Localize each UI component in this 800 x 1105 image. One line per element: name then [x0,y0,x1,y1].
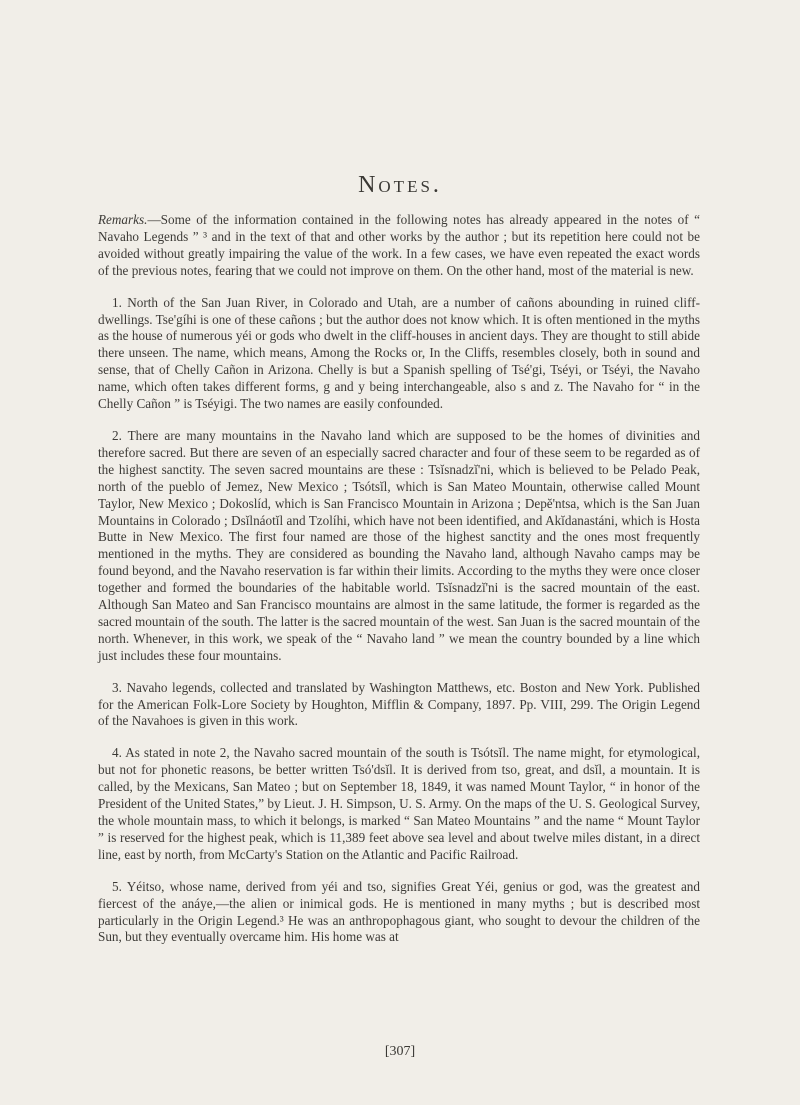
remarks-paragraph [98,212,700,280]
note-number: 4. [112,745,122,761]
note-number: 2. [112,427,122,443]
note-2 [98,428,700,665]
remarks-label: Remarks. [98,212,148,227]
note-text: There are many mountains in the Navaho land which are supposed to be the homes of divinities and therefore sacred. But there are seven of an especially sacred character and four of these seem to be regarded as of the highest sanctity. The seven sacred mountains are these : Tsĭsnadzĭ'ni, which is believed to be Pelado Peak, north of the pueblo of Jemez, New Mexico ; Tsótsĭl, which is San Mateo Mountain, otherwise called Mount Taylor, New Mexico ; Dokoslíd, which is San Francisco Mountain in Arizona ; Depĕ'ntsa, which is the San Juan Mountains in Colorado ; Dsĭlnáotĭl and Tzolíhi, which have not been identified, and Akĭdanastáni, which is Hosta Butte in New Mexico. The first four named are those of the highest sanctity and the ones most frequently mentioned in the myths. They are considered as bounding the Navaho land, although Navaho camps may be found beyond, and the Navaho reservation is far within their limits. According to the myths they were once closer together and formed the boundaries of the habitable world. Tsĭsnadzĭ'ni is the sacred mountain of the east. Although San Mateo and San Francisco mountains are almost in the same latitude, the former is regarded as the sacred mountain of the south. The latter is the sacred mountain of the west. San Juan is the sacred mountain of the north. Whenever, in this work, we speak of the “ Navaho land ” we mean the country bounded by a line which just includes these four mountains. [98,427,700,663]
note-number: 5. [112,878,122,894]
notes-body [98,212,700,961]
note-text: Navaho legends, collected and translated by Washington Matthews, etc. Boston and New York. Published for the American Folk-Lore Society by Houghton, Mifflin & Company, 1897. Pp. VIII, 299. The Origin Legend of the Navahoes is given in this work. [98,679,700,729]
note-text: North of the San Juan River, in Colorado and Utah, are a number of cañons abounding in ruined cliff-dwellings. Tse'gíhi is one of these cañons ; but the author does not know which. It is often mentioned in the myths as the house of numerous yéi or gods who dwelt in the cliff-houses in ancient days. They are thought to still abide there unseen. The name, which means, Among the Rocks or, In the Cliffs, resembles closely, both in sound and sense, that of Chelly Cañon in Arizona. Chelly is but a Spanish spelling of Tsé'gi, Tséyi, or Tséyi, the Navaho name, which often takes different forms, g and y being interchangeable, also s and z. The Navaho for “ in the Chelly Cañon ” is Tséyigi. The two names are easily confounded. [98,294,701,412]
page-number: [307] [384,1044,416,1059]
note-3 [98,680,700,731]
note-5 [98,879,700,947]
remarks-text: —Some of the information contained in the following notes has already appeared in the notes of “ Navaho Legends ” ³ and in the text of that and other works by the author ; but its repetition here could not be avoided without greatly impairing the value of the work. In a few cases, we have even repeated the exact words of the previous notes, fearing that we could not improve on them. On the other hand, most of the material is new. [98,212,700,278]
note-text: As stated in note 2, the Navaho sacred mountain of the south is Tsótsĭl. The name might, for etymological, but not for phonetic reasons, be better written Tsó'dsĭl. It is derived from tso, great, and dsĭl, a mountain. It is called, by the Mexicans, San Mateo ; but on September 18, 1849, it was named Mount Taylor, “ in honor of the President of the United States,” by Lieut. J. H. Simpson, U. S. Army. On the maps of the U. S. Geological Survey, the whole mountain mass, to which it belongs, is marked “ San Mateo Mountains ” and the name “ Mount Taylor ” is reserved for the highest peak, which is 11,389 feet above sea level and about twelve miles distant, in a direct line, east by north, from McCarty's Station on the Atlantic and Pacific Railroad. [98,745,700,862]
note-4 [98,745,700,863]
note-number: 1. [112,294,122,310]
note-1 [98,295,700,413]
page-title: Notes. [358,172,442,198]
note-text: Yéitso, whose name, derived from yéi and tso, signifies Great Yéi, genius or god, was the greatest and fiercest of the anáye,—the alien or inimical gods. He is mentioned in many myths ; but is described most particularly in the Origin Legend.³ He was an anthropophagous giant, who sought to devour the children of the Sun, but they eventually overcame him. His home was at [98,878,700,945]
note-number: 3. [112,679,122,695]
